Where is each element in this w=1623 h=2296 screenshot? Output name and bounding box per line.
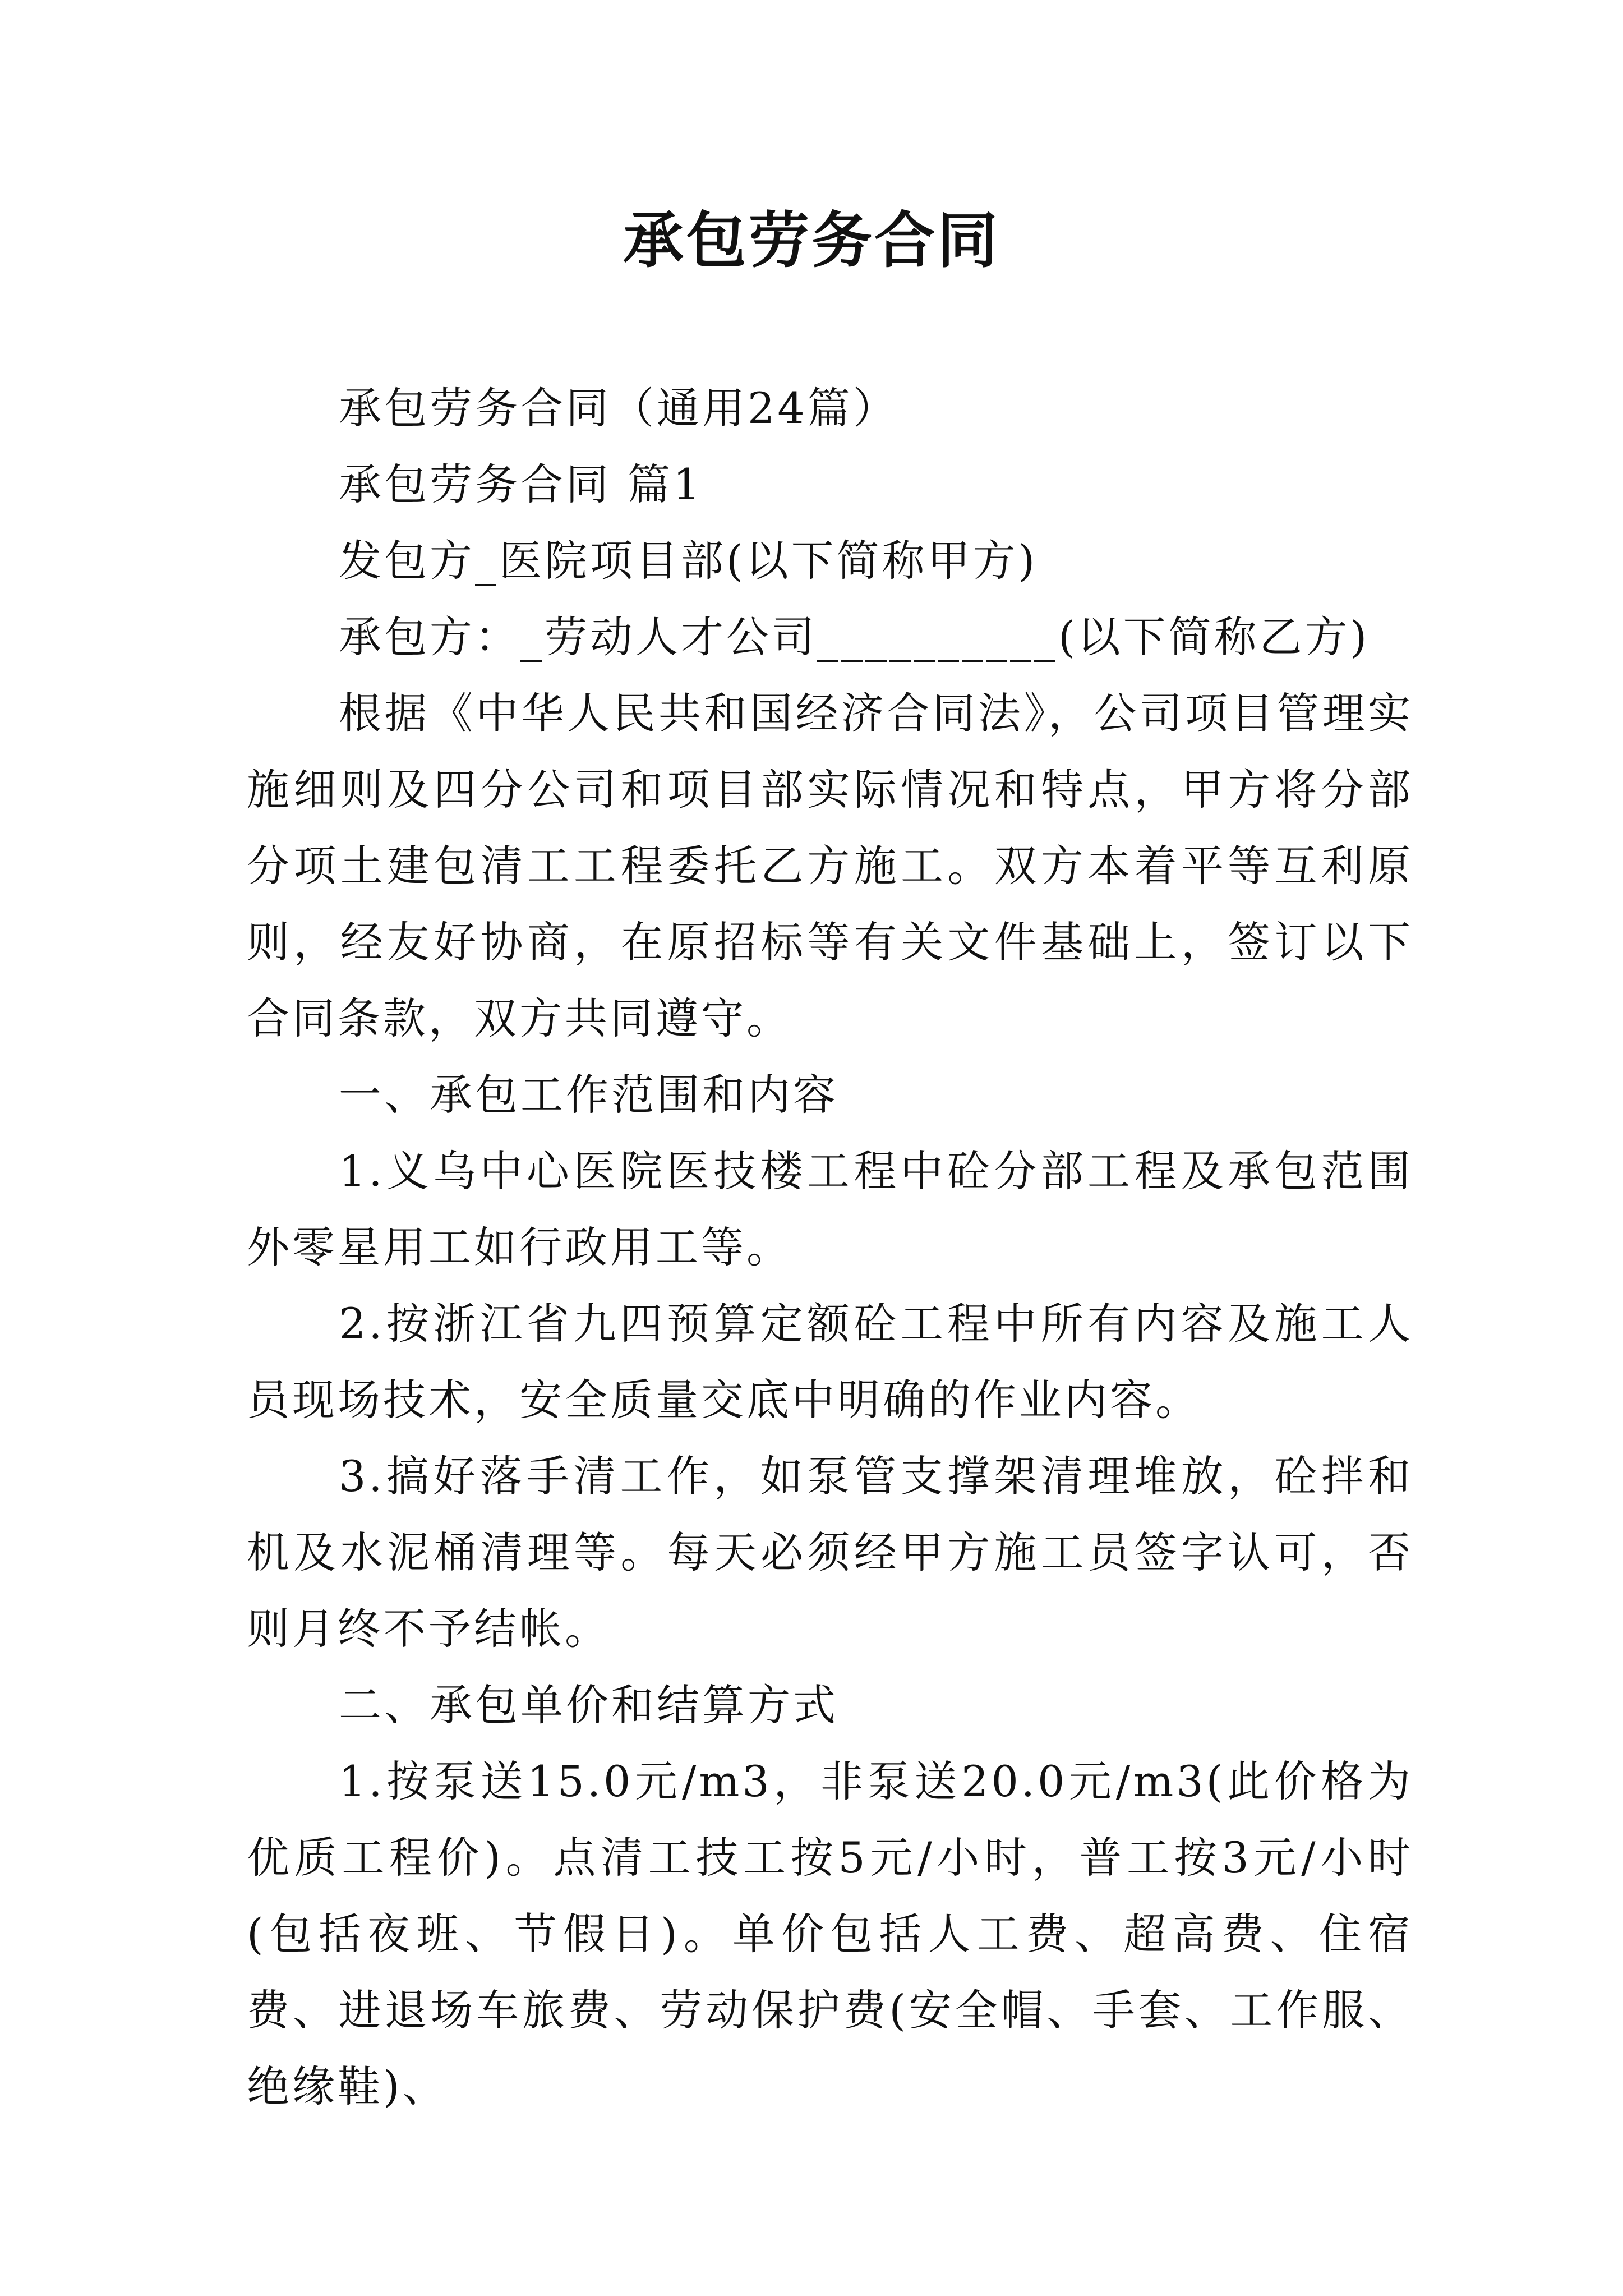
paragraph-section-heading: 承包劳务合同 篇1 (339, 459, 703, 509)
paragraph-pricing-item-1: 1.按泵送15.0元/m3，非泵送20.0元/m3(此价格为优质工程价)。点清工技工按5元/小时，普工按3元/小时(包括夜班、节假日)。单价包括人工费、超高费、住宿费、进退场车旅费、劳动保护费(安全帽、手套、工作服、绝缘鞋)、 (247, 1756, 1413, 2111)
paragraph-subtitle: 承包劳务合同（通用24篇） (339, 383, 898, 433)
paragraph-intro: 根据《中华人民共和国经济合同法》，公司项目管理实施细则及四分公司和项目部实际情况和特点，甲方将分部分项土建包清工工程委托乙方施工。双方本着平等互利原则，经友好协商，在原招标等有关文件基础上，签订以下合同条款，双方共同遵守。 (247, 688, 1413, 1043)
paragraph-scope-item-2: 2.按浙江省九四预算定额砼工程中所有内容及施工人员现场技术，安全质量交底中明确的作业内容。 (247, 1299, 1413, 1425)
paragraph-scope-item-1: 1.义乌中心医院医技楼工程中砼分部工程及承包范围外零星用工如行政用工等。 (247, 1146, 1413, 1272)
paragraph-scope-item-3: 3.搞好落手清工作，如泵管支撑架清理堆放，砼拌和机及水泥桶清理等。每天必须经甲方施工员签字认可，否则月终不予结帐。 (247, 1451, 1413, 1654)
paragraph-heading-scope: 一、承包工作范围和内容 (339, 1070, 838, 1120)
document-title: 承包劳务合同 (623, 206, 1000, 276)
paragraph-party-b: 承包方：_劳动人才公司__________(以下简称乙方) (339, 612, 1370, 662)
paragraph-party-a: 发包方_医院项目部(以下简称甲方) (339, 536, 1038, 586)
paragraph-heading-pricing: 二、承包单价和结算方式 (339, 1680, 838, 1730)
document-body (247, 370, 1413, 2125)
